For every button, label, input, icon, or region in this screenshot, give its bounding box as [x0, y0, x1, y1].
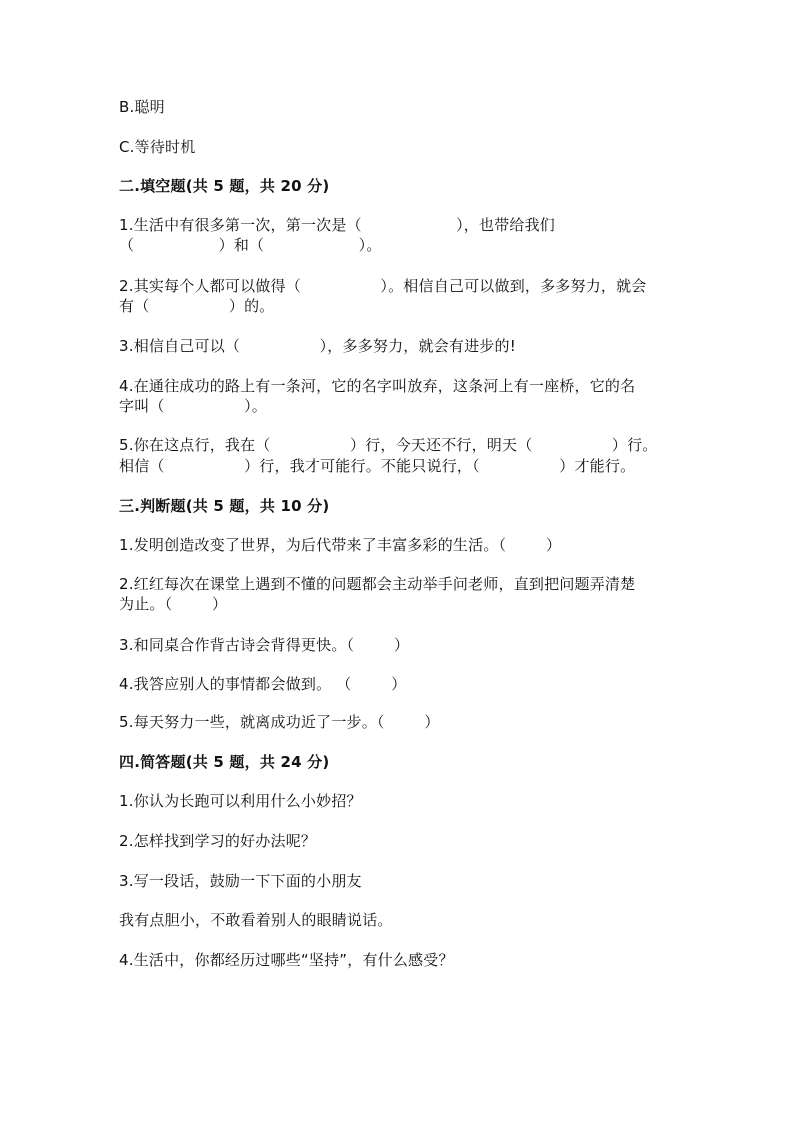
section-heading-true-false: 三.判断题(共 5 题，共 10 分) — [119, 497, 330, 515]
judge-q3: 3.和同桌合作背古诗会背得更快。（ ） — [119, 636, 410, 654]
fill-q1-line1: 1.生活中有很多第一次，第一次是（ ），也带给我们 — [119, 216, 556, 234]
judge-q4: 4.我答应别人的事情都会做到。 （ ） — [119, 675, 407, 693]
judge-q5: 5.每天努力一些，就离成功近了一步。（ ） — [119, 713, 440, 731]
short-q3-text: 我有点胆小，不敢看着别人的眼睛说话。 — [119, 911, 393, 929]
judge-q2-line2: 为止。（ ） — [119, 595, 228, 613]
fill-q2-line1: 2.其实每个人都可以做得（ ）。相信自己可以做到，多多努力，就会 — [119, 277, 647, 295]
fill-q2-line2: 有（ ）的。 — [119, 297, 275, 315]
option-b: B.聪明 — [119, 98, 165, 116]
judge-q2-line1: 2.红红每次在课堂上遇到不懂的问题都会主动举手问老师，直到把问题弄清楚 — [119, 575, 636, 593]
fill-q4-line1: 4.在通往成功的路上有一条河，它的名字叫放弃，这条河上有一座桥，它的名 — [119, 377, 636, 395]
fill-q1-line2: （ ）和（ ）。 — [119, 236, 382, 254]
fill-q3: 3.相信自己可以（ ），多多努力，就会有进步的! — [119, 337, 516, 355]
short-q1: 1.你认为长跑可以利用什么小妙招？ — [119, 792, 362, 810]
fill-q5-line1: 5.你在这点行，我在（ ）行，今天还不行，明天（ ）行。 — [119, 436, 658, 454]
section-heading-fill-blank: 二.填空题(共 5 题，共 20 分) — [119, 177, 330, 195]
section-heading-short-answer: 四.简答题(共 5 题，共 24 分) — [119, 753, 330, 771]
fill-q5-line2: 相信（ ）行，我才可能行。不能只说行，（ ）才能行。 — [119, 457, 636, 475]
short-q4: 4.生活中，你都经历过哪些“坚持”，有什么感受？ — [119, 951, 454, 969]
option-c: C.等待时机 — [119, 138, 196, 156]
fill-q4-line2: 字叫（ ）。 — [119, 397, 267, 415]
judge-q1: 1.发明创造改变了世界，为后代带来了丰富多彩的生活。（ ） — [119, 536, 562, 554]
short-q2: 2.怎样找到学习的好办法呢？ — [119, 832, 317, 850]
short-q3: 3.写一段话，鼓励一下下面的小朋友 — [119, 872, 362, 890]
